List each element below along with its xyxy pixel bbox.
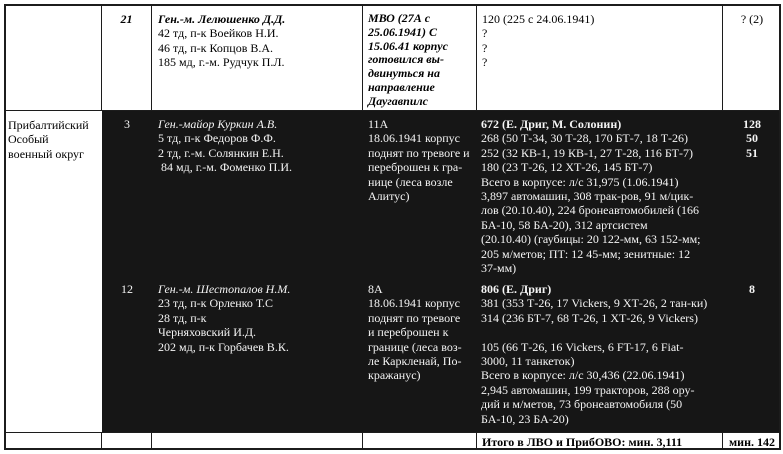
losses-cell	[723, 4, 781, 111]
footer-number-cell	[102, 432, 152, 450]
text-line: границе (леса воз-	[368, 339, 462, 354]
footer-district-cell	[4, 432, 102, 450]
text-line: 806 (Е. Дриг)	[481, 282, 552, 296]
footer-army-cell	[363, 432, 477, 450]
text-line: 46 тд, п-к Копцов В.А.	[158, 40, 274, 55]
losses-cell	[723, 282, 781, 296]
dark-section	[102, 111, 781, 432]
text-line: поднят по тревоге и	[368, 145, 470, 160]
text-line: 51	[746, 145, 758, 160]
text-line: 23 тд, п-к Орленко Т.С	[158, 296, 274, 311]
text-line: военный округ	[8, 146, 84, 161]
text-line: направление	[368, 79, 435, 94]
losses-cell	[723, 117, 781, 160]
text-line: 42 тд, п-к Воейков Н.И.	[158, 26, 279, 41]
text-line: лов (20.10.40), 224 бронеавтомобилей (166	[481, 203, 700, 218]
text-line: ?	[482, 26, 488, 41]
text-line: Всего в корпусе: л/с 30,436 (22.06.1941)	[481, 368, 685, 383]
text-line: 5 тд, п-к Федоров Ф.Ф.	[158, 131, 276, 146]
text-line: ? (2)	[740, 12, 764, 26]
text-line: дий и м/метов, 73 бронеавтомобиля (50	[481, 397, 683, 412]
text-line: ?	[482, 55, 488, 70]
text-line: 202 мд, п-к Горбачев В.К.	[158, 339, 289, 354]
footer-commander-cell	[152, 432, 363, 450]
commander-cell	[152, 282, 363, 354]
text-line	[481, 325, 723, 339]
text-line: 18.06.1941 корпус	[368, 296, 460, 311]
text-line: 185 мд, г.-м. Рудчук П.Л.	[158, 55, 285, 70]
text-line: 2 тд, г.-м. Солянкин Е.Н.	[158, 145, 284, 160]
corps-number: 3	[124, 117, 130, 131]
army-status-cell	[363, 282, 477, 383]
strength-cell	[477, 117, 723, 275]
footer-total-cell	[477, 432, 723, 450]
corps-number: 12	[121, 282, 133, 296]
text-line: 105 (66 Т-26, 16 Vickers, 6 FT-17, 6 Fiat-	[481, 339, 684, 354]
text-line: 672 (Е. Дриг, М. Солонин)	[481, 117, 622, 131]
text-line: двинуться на	[368, 66, 440, 81]
text-line: ?	[482, 40, 488, 55]
text-line: 28 тд, п-к	[158, 310, 207, 325]
text-line: Прибалтийский	[8, 118, 89, 132]
text-line: 205 м/метов; ПТ: 12 45-мм; зенитные: 12	[481, 246, 691, 261]
commander-cell	[152, 117, 363, 175]
text-line: 15.06.41 корпус	[368, 38, 448, 53]
text-line: Всего в корпусе: л/с 31,975 (1.06.1941)	[481, 174, 679, 189]
text-line: готовился вы-	[368, 52, 444, 67]
text-line: и переброшен к	[368, 325, 449, 340]
text-line: Черняховский И.Д.	[158, 325, 257, 340]
text-line: кражанус)	[368, 368, 421, 383]
text-line: 37-мм)	[481, 261, 517, 276]
text-line: 18.06.1941 корпус	[368, 131, 460, 146]
text-line: ле Каркленай, По-	[368, 354, 462, 369]
text-line: 268 (50 Т-34, 30 Т-28, 170 БТ-7, 18 Т-26)	[481, 131, 689, 146]
text-line: Даугавпилс	[368, 93, 428, 108]
text-line: 2,945 автомашин, 199 тракторов, 288 ору-	[481, 382, 695, 397]
army-status-cell	[363, 117, 477, 203]
footer-losses-text: мин. 142	[728, 435, 775, 449]
corps-number: 21	[120, 12, 133, 26]
text-line: 84 мд, г.-м. Фоменко П.И.	[158, 160, 293, 175]
text-line: Особый	[8, 132, 49, 147]
corps-number-cell	[102, 4, 152, 111]
text-line: поднят по тревоге	[368, 310, 461, 325]
text-line: нице (леса возле	[368, 174, 453, 189]
district-cell-row1	[4, 4, 102, 111]
text-line: Ген.-майор Куркин А.В.	[158, 117, 278, 131]
text-line: 381 (353 Т-26, 17 Vickers, 9 ХТ-26, 2 тан-ки)	[481, 296, 708, 311]
strength-cell	[477, 4, 723, 111]
text-line: Ген.-м. Шестопалов Н.М.	[158, 282, 291, 296]
text-line: 3000, 11 танкеток)	[481, 354, 575, 369]
corps-number-cell	[102, 282, 152, 296]
corps-number-cell	[102, 117, 152, 131]
footer-total-text: Итого в ЛВО и ПрибОВО: мин. 3,111	[482, 435, 683, 449]
district-cell	[4, 111, 102, 432]
text-line: БА-10, 23 БА-20)	[481, 411, 569, 426]
text-line: МВО (27А с	[368, 11, 431, 25]
text-line: 252 (32 КВ-1, 19 КВ-1, 27 Т-28, 116 БТ-7)	[481, 145, 693, 160]
text-line: 3,897 автомашин, 308 трак-ров, 91 м/цик-	[481, 189, 694, 204]
text-line: 25.06.1941) С	[368, 24, 437, 39]
text-line: Ген.-м. Лелюшенко Д.Д.	[158, 12, 286, 26]
text-line: 11А	[368, 117, 389, 131]
text-line: 128	[743, 117, 761, 131]
text-line: 50	[746, 131, 758, 146]
text-line: 8А	[368, 282, 383, 296]
text-line: Алитус)	[368, 189, 410, 204]
text-line: БА-10, 58 БА-20), 312 артсистем	[481, 217, 648, 232]
text-line: 8	[749, 282, 755, 296]
text-line: переброшен к гра-	[368, 160, 463, 175]
text-line: (20.10.40) (гаубицы: 20 122-мм, 63 152-мм;	[481, 232, 701, 247]
text-line: 314 (236 БТ-7, 68 Т-26, 1 ХТ-26, 9 Vickers)	[481, 310, 698, 325]
strength-cell	[477, 282, 723, 426]
commander-cell	[152, 4, 363, 111]
text-line: 180 (23 Т-26, 12 ХТ-26, 145 БТ-7)	[481, 160, 653, 175]
army-status-cell	[363, 4, 477, 111]
footer-losses-cell	[723, 432, 781, 450]
text-line: 120 (225 с 24.06.1941)	[482, 12, 595, 26]
